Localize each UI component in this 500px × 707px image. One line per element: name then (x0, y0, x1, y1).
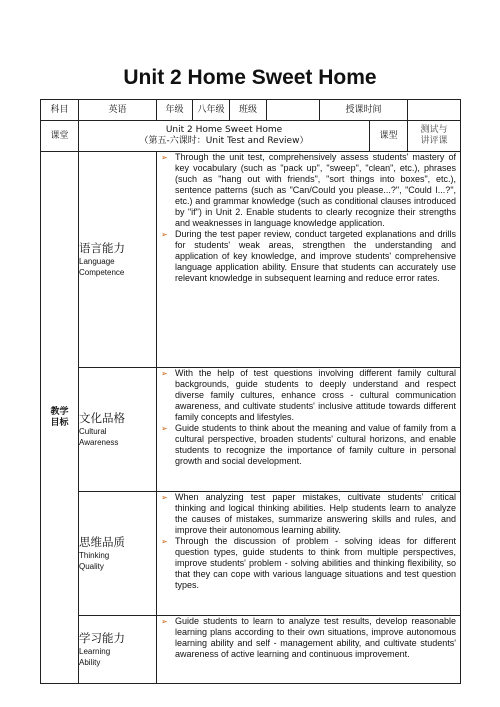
lesson-plan-table (40, 99, 461, 684)
arrow-bullet-icon: ➢ (161, 617, 168, 626)
goal-items (157, 152, 461, 368)
dimension-cell (79, 616, 157, 684)
dimension-zh: 语言能力 (79, 241, 125, 255)
dimension-en-line2: Quality (79, 562, 104, 571)
goal-item: ➢ During the test paper review, conduct targeted explanations and drills for students' weak areas, strengthen the understanding and application of key knowledge, and improve students' comprehensive language application ability. Ensure that students can accurately use relevant knowledge in subsequent learning and reduce error rates. (161, 229, 457, 283)
time-value (408, 100, 461, 121)
teaching-goals-line2: 目标 (50, 417, 69, 428)
arrow-bullet-icon: ➢ (161, 424, 168, 433)
dimension-en-line1: Learning (79, 647, 111, 656)
dimension-zh: 学习能力 (79, 631, 125, 645)
goal-item: ➢ Through the unit test, comprehensively assess students' mastery of key vocabulary (such as "pack up", "sweep", "clean", etc.), phrases (such as "hang out with friends", "sort things into boxes", etc.), sentence patterns (such as "Can/Could you please...?", "Could I...?", etc.) and grammar knowledge (such as conditional clauses introduced by "if") in Unit 2. Enable students to clearly recognize their strengths and weaknesses in language knowledge application. (161, 152, 457, 228)
course-type-line1: 测试与 (420, 125, 448, 135)
goal-row-thinking (41, 492, 461, 616)
arrow-bullet-icon: ➢ (161, 369, 168, 378)
course-title (79, 121, 370, 152)
goal-items (157, 616, 461, 684)
course-row (41, 121, 461, 152)
goal-item: ➢ Guide students to think about the meaning and value of family from a cultural perspective, broaden students' cultural horizons, and enable students to recognize the importance of family culture in personal growth and social development. (161, 423, 457, 466)
dimension-en-line2: Ability (79, 658, 101, 667)
arrow-bullet-icon: ➢ (161, 493, 168, 502)
goal-row-cultural (41, 368, 461, 492)
course-type-line2: 讲评课 (420, 136, 448, 146)
dimension-zh: 文化品格 (79, 411, 125, 425)
teaching-goals-label (41, 152, 79, 684)
header-row (41, 100, 461, 121)
time-label: 授课时间 (320, 100, 408, 121)
dimension-en-line2: Competence (79, 268, 125, 277)
arrow-bullet-icon: ➢ (161, 537, 168, 546)
goal-row-learning (41, 616, 461, 684)
page-title: Unit 2 Home Sweet Home (123, 66, 377, 89)
subject-label: 科目 (41, 100, 79, 121)
subject-value: 英语 (79, 100, 157, 121)
arrow-bullet-icon: ➢ (161, 153, 168, 162)
dimension-en-line1: Language (79, 257, 115, 266)
arrow-bullet-icon: ➢ (161, 230, 168, 239)
dimension-en-line2: Awareness (79, 438, 119, 447)
dimension-zh: 思维品质 (79, 535, 125, 549)
dimension-cell (79, 492, 157, 616)
dimension-en-line1: Thinking (79, 551, 110, 560)
course-title-line1: Unit 2 Home Sweet Home (165, 125, 283, 135)
dimension-cell (79, 368, 157, 492)
goal-item: ➢ With the help of test questions involving different family cultural backgrounds, guide students to deeply understand and respect diverse family cultures, enhance cross - cultural communication awareness, and cultivate students' inclusive attitude towards different family concepts and lifestyles. (161, 368, 457, 422)
course-label: 课堂 (41, 121, 79, 152)
dimension-cell (79, 152, 157, 368)
class-value (267, 100, 320, 121)
grade-label: 年级 (157, 100, 193, 121)
course-type-label: 课型 (370, 121, 408, 152)
dimension-en-line1: Cultural (79, 427, 107, 436)
goal-item: ➢ Through the discussion of problem - solving ideas for different question types, guide students to think from multiple perspectives, improve students' problem - solving abilities and thinking flexibility, so that they can cope with various language situations and test question types. (161, 536, 457, 590)
goal-item: ➢ When analyzing test paper mistakes, cultivate students' critical thinking and logical thinking abilities. Help students learn to analyze the causes of mistakes, summarize answering skills and rules, and improve their autonomous learning ability. (161, 492, 457, 535)
grade-value: 八年级 (193, 100, 230, 121)
course-title-line2: （第五-六课时：Unit Test and Review） (139, 136, 309, 146)
goal-items (157, 492, 461, 616)
goal-items (157, 368, 461, 492)
class-label: 班级 (230, 100, 267, 121)
goal-row-language (41, 152, 461, 368)
course-type-value (408, 121, 461, 152)
teaching-goals-line1: 教学 (50, 406, 69, 417)
goal-item: ➢ Guide students to learn to analyze test results, develop reasonable learning plans according to their own situations, improve autonomous learning ability and self - management ability, and cultivate students' awareness of active learning and continuous improvement. (161, 616, 457, 659)
